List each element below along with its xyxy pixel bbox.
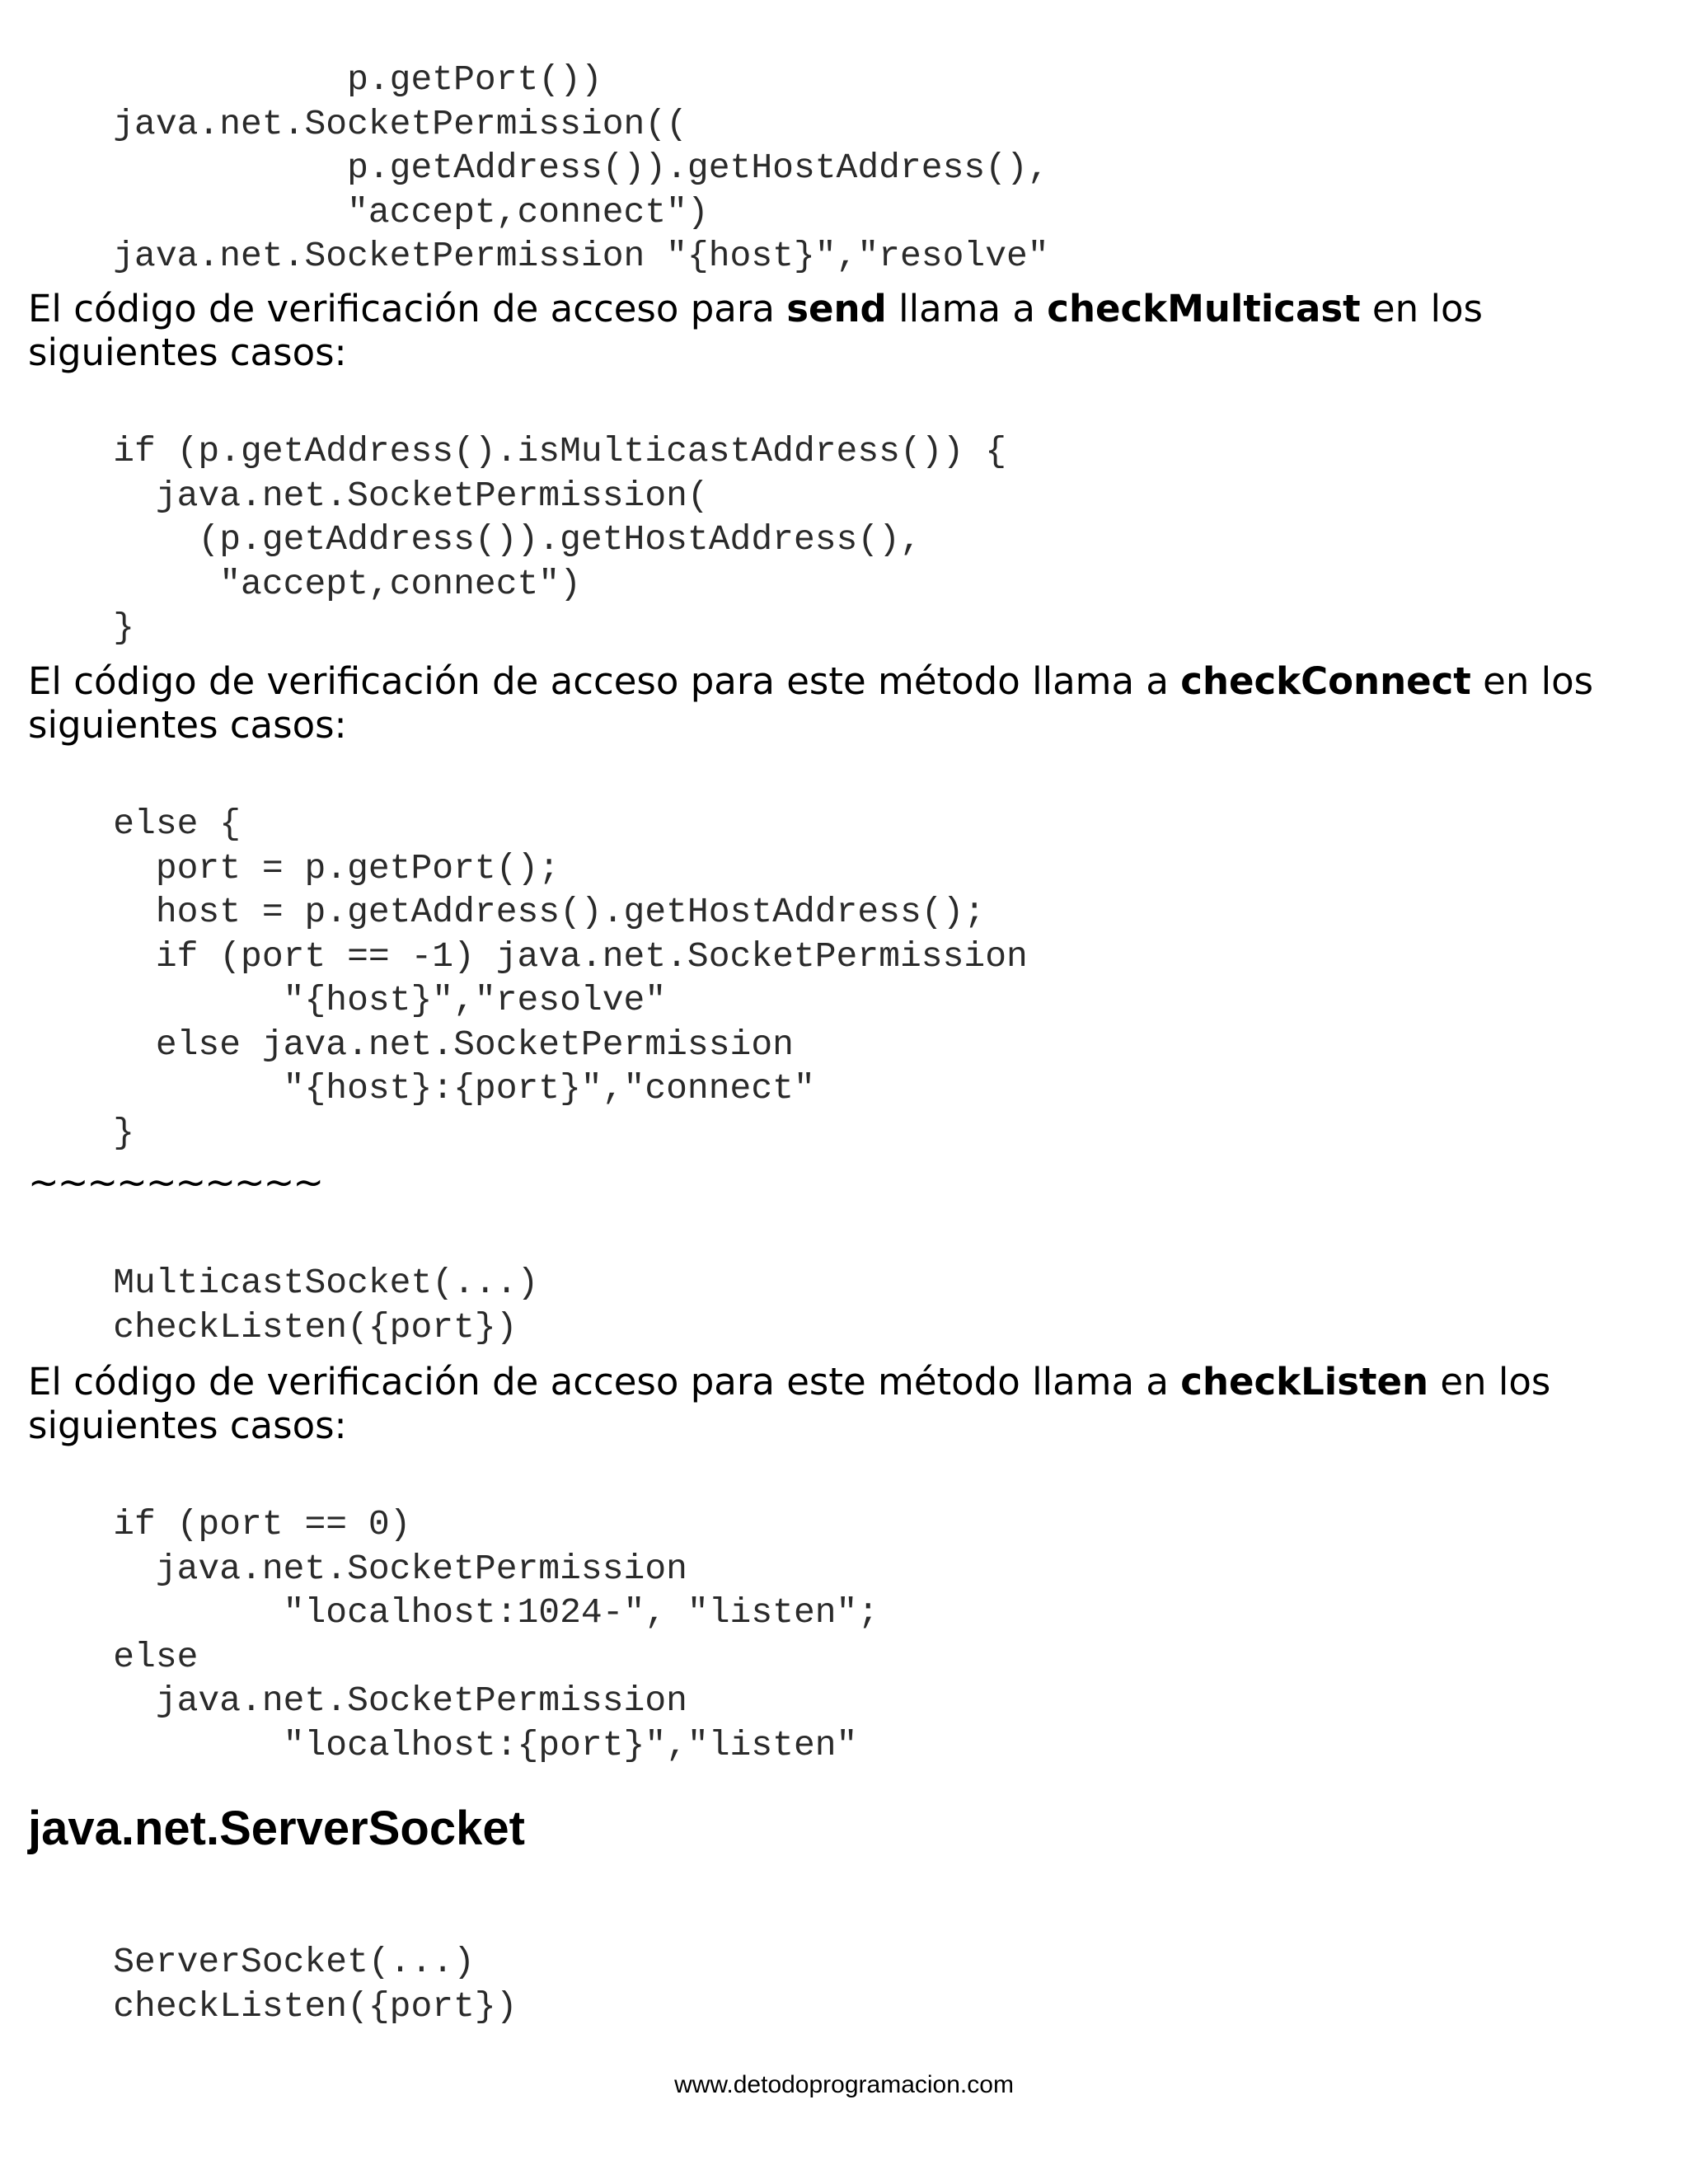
code-block-multicast-check: if (p.getAddress().isMulticastAddress()) { java.net.SocketPermission( (p.getAddress()).getHostAddress(), "accept,connect") } (113, 431, 1006, 648)
footer-url: www.detodoprogramacion.com (674, 2071, 1014, 2098)
keyword-check-connect: checkConnect (1180, 659, 1471, 703)
code-block-datagram-permissions: p.getPort()) java.net.SocketPermission(( p.getAddress()).getHostAddress(), "accept,connect") java.net.SocketPermission "{host}","resolve" (113, 59, 1049, 276)
section-heading: java.net.ServerSocket (28, 1802, 525, 1855)
tilde-separator: ~~~~~~~~~~ (28, 1160, 323, 1204)
code-block-listen-check: if (port == 0) java.net.SocketPermission "localhost:1024-", "listen"; else java.net.SocketPermission "localhost:{port}","listen" (113, 1504, 879, 1765)
paragraph-check-connect: El código de verificación de acceso para este método llama a checkConnect en los siguientes casos: (28, 659, 1594, 747)
paragraph-check-listen: El código de verificación de acceso para este método llama a checkListen en los siguientes casos: (28, 1360, 1551, 1447)
code-block-server-socket: ServerSocket(...) checkListen({port}) (113, 1942, 518, 2027)
code-block-connect-check: else { port = p.getPort(); host = p.getAddress().getHostAddress(); if (port == -1) java.net.SocketPermission "{host}","resolve" else java.net.SocketPermission "{host}:{port}","connect" } (113, 804, 1028, 1153)
code-block-multicast-socket: MulticastSocket(...) checkListen({port}) (113, 1263, 539, 1347)
keyword-check-listen: checkListen (1180, 1360, 1429, 1404)
keyword-send: send (786, 287, 887, 330)
paragraph-check-multicast: El código de verificación de acceso para send llama a checkMulticast en los siguientes casos: (28, 287, 1483, 374)
keyword-check-multicast: checkMulticast (1047, 287, 1361, 330)
